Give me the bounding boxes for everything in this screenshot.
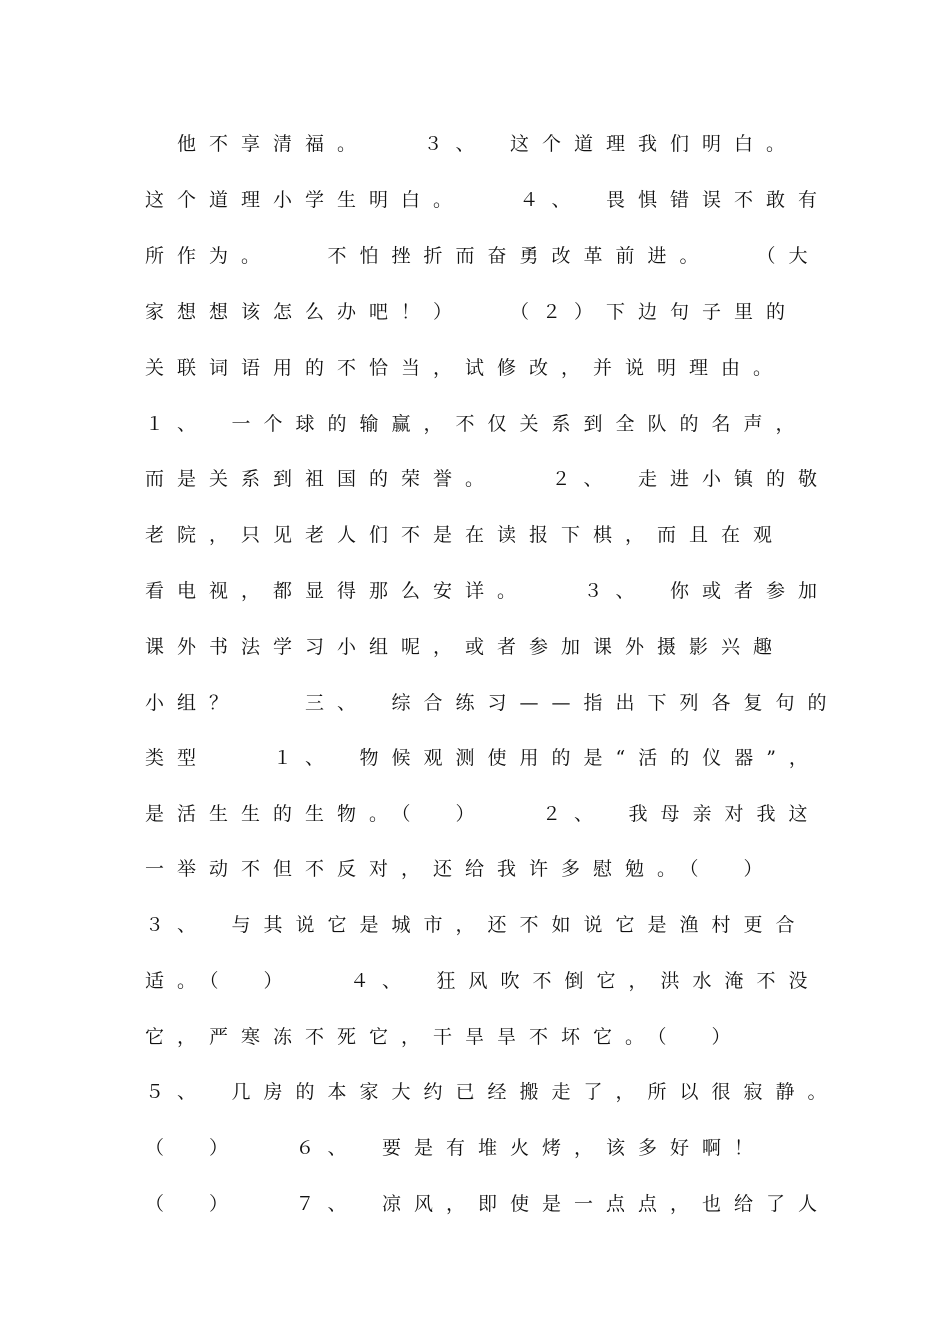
text-line: 小组？ 三、 综合练习——指出下列各复句的	[145, 692, 840, 714]
text-line: 而是关系到祖国的荣誉。 ２、 走进小镇的敬	[145, 468, 831, 490]
text-line: 看电视，都显得那么安详。 ３、 你或者参加	[145, 580, 831, 602]
text-line: 这个道理小学生明白。 ４、 畏惧错误不敢有	[145, 189, 831, 211]
text-line: 类型 １、 物候观测使用的是“活的仪器”，	[145, 747, 821, 769]
text-line: ５、 几房的本家大约已经搬走了，所以很寂静。	[145, 1081, 840, 1103]
text-line: （ ） ６、 要是有堆火烤，该多好啊！	[145, 1137, 767, 1159]
text-line: 他不享清福。 ３、 这个道理我们明白。	[145, 133, 799, 155]
text-line: 它，严寒冻不死它，干旱旱不坏它。（ ）	[145, 1026, 744, 1048]
text-line: 是活生生的生物。（ ） ２、 我母亲对我这	[145, 803, 821, 825]
text-line: 所作为。 不怕挫折而奋勇改革前进。 （大	[145, 245, 821, 267]
text-line: 适。（ ） ４、 狂风吹不倒它，洪水淹不没	[145, 970, 821, 992]
text-line: ３、 与其说它是城市，还不如说它是渔村更合	[145, 914, 808, 936]
text-line: 课外书法学习小组呢，或者参加课外摄影兴趣	[145, 636, 786, 658]
text-line: １、 一个球的输赢，不仅关系到全队的名声，	[145, 413, 808, 435]
text-line: 老院，只见老人们不是在读报下棋，而且在观	[145, 524, 786, 546]
text-line: 一举动不但不反对，还给我许多慰勉。（ ）	[145, 858, 776, 880]
text-line: （ ） ７、 凉风，即使是一点点，也给了人	[145, 1193, 831, 1215]
text-line: 家想想该怎么办吧！） （２）下边句子里的	[145, 301, 799, 323]
text-line: 关联词语用的不恰当，试修改，并说明理由。	[145, 357, 786, 379]
